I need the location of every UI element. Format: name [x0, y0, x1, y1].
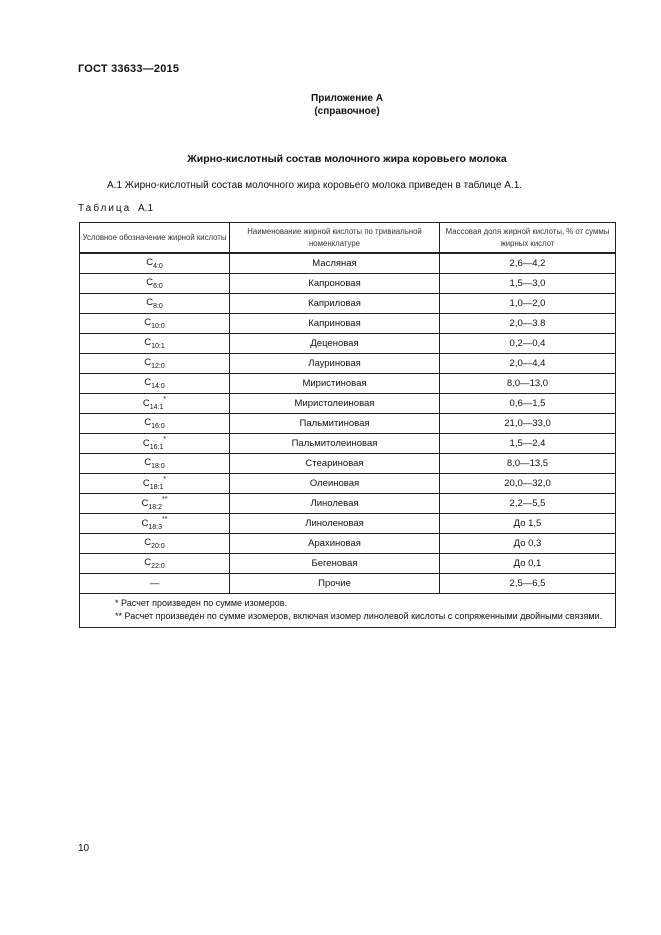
acid-designation	[80, 474, 230, 494]
table-row	[80, 554, 616, 574]
acid-trivial-name: Стеариновая	[230, 454, 440, 474]
designation-footnote-mark: **	[162, 496, 168, 503]
designation-base: C	[146, 297, 154, 308]
designation-subscript: 16:0	[151, 423, 165, 430]
acid-designation	[80, 354, 230, 374]
table-row	[80, 574, 616, 594]
acid-designation	[80, 434, 230, 454]
table-row	[80, 274, 616, 294]
acid-mass-fraction: 20,0—32,0	[440, 474, 616, 494]
acid-trivial-name: Масляная	[230, 253, 440, 274]
designation-subscript: 22:0	[151, 563, 165, 570]
acid-trivial-name: Миристолеиновая	[230, 394, 440, 414]
designation-base: C	[141, 518, 149, 529]
footnote-double-star: ** Расчет произведен по сумме изомеров, включая изомер линолевой кислоты с сопряженными двойными связями.	[115, 611, 603, 621]
table-footnotes-row	[80, 594, 616, 628]
designation-base: C	[144, 337, 152, 348]
annex-title: Приложение А	[311, 93, 383, 104]
acid-mass-fraction: 0,6—1,5	[440, 394, 616, 414]
table-label	[78, 203, 153, 214]
table-row	[80, 514, 616, 534]
designation-base: C	[144, 457, 152, 468]
designation-footnote-mark: *	[163, 436, 167, 443]
table-row	[80, 474, 616, 494]
table-label-number: А.1	[138, 203, 154, 214]
acid-mass-fraction: 21,0—33,0	[440, 414, 616, 434]
acid-mass-fraction: 2,0—3.8	[440, 314, 616, 334]
acid-trivial-name: Пальмитиновая	[230, 414, 440, 434]
acid-designation	[80, 374, 230, 394]
acid-mass-fraction: 1,0—2,0	[440, 294, 616, 314]
designation-base: C	[141, 498, 149, 509]
designation-subscript: 12:0	[151, 363, 165, 370]
designation-subscript: 14:0	[151, 383, 165, 390]
acid-designation	[80, 554, 230, 574]
designation-base: C	[144, 317, 152, 328]
acid-trivial-name: Прочие	[230, 574, 440, 594]
acid-mass-fraction: До 1,5	[440, 514, 616, 534]
designation-footnote-mark: *	[163, 476, 167, 483]
designation-base: C	[144, 557, 152, 568]
designation-footnote-mark: **	[162, 516, 168, 523]
header-designation: Условное обозначение жирной кислоты	[80, 223, 230, 254]
acid-mass-fraction: 2,0—4,4	[440, 354, 616, 374]
designation-subscript: 14:1	[149, 404, 164, 411]
table-row	[80, 534, 616, 554]
acid-mass-fraction: До 0,1	[440, 554, 616, 574]
acid-mass-fraction: 8,0—13,0	[440, 374, 616, 394]
table-row	[80, 294, 616, 314]
header-mass-fraction: Массовая доля жирной кислоты, % от суммы жирных кислот	[440, 223, 616, 254]
designation-base: C	[142, 478, 150, 489]
designation-base: C	[146, 257, 154, 268]
table-row	[80, 334, 616, 354]
acid-trivial-name: Бегеновая	[230, 554, 440, 574]
acid-trivial-name: Олеиновая	[230, 474, 440, 494]
designation-base: C	[144, 377, 152, 388]
acid-trivial-name: Каприловая	[230, 294, 440, 314]
designation-base: C	[142, 398, 150, 409]
designation-base: —	[149, 578, 160, 589]
document-code: ГОСТ 33633—2015	[78, 63, 180, 75]
acid-trivial-name: Лауриновая	[230, 354, 440, 374]
table-row	[80, 414, 616, 434]
designation-subscript: 10:1	[151, 343, 165, 350]
designation-footnote-mark: *	[163, 396, 167, 403]
designation-base: C	[142, 438, 150, 449]
table-row	[80, 354, 616, 374]
annex-heading	[0, 92, 661, 118]
table-body	[80, 253, 616, 594]
acid-trivial-name: Капроновая	[230, 274, 440, 294]
acid-designation	[80, 534, 230, 554]
designation-subscript: 10:0	[151, 323, 165, 330]
table-row	[80, 253, 616, 274]
acid-trivial-name: Каприновая	[230, 314, 440, 334]
footnote-single-star: * Расчет произведен по сумме изомеров.	[115, 598, 288, 608]
designation-subscript: 18:0	[151, 463, 165, 470]
header-trivial-name: Наименование жирной кислоты по тривиальной номенклатуре	[230, 223, 440, 254]
annex-subtitle: (справочное)	[314, 106, 380, 117]
acid-mass-fraction: 1,5—3,0	[440, 274, 616, 294]
acid-designation	[80, 494, 230, 514]
designation-subscript: 16:1	[149, 444, 164, 451]
acid-designation	[80, 574, 230, 594]
acid-trivial-name: Линоленовая	[230, 514, 440, 534]
designation-subscript: 18:1	[149, 484, 164, 491]
designation-subscript: 4:0	[153, 263, 163, 270]
designation-subscript: 18:3	[148, 524, 163, 531]
designation-subscript: 8:0	[153, 303, 163, 310]
designation-base: C	[144, 537, 152, 548]
acid-mass-fraction: 8,0—13,5	[440, 454, 616, 474]
designation-base: C	[144, 357, 152, 368]
designation-base: C	[146, 277, 154, 288]
designation-subscript: 18:2	[148, 504, 163, 511]
acid-designation	[80, 294, 230, 314]
acid-mass-fraction: 2,2—5,5	[440, 494, 616, 514]
acid-trivial-name: Линолевая	[230, 494, 440, 514]
acid-mass-fraction: 1,5—2,4	[440, 434, 616, 454]
footnotes	[80, 594, 616, 628]
acid-mass-fraction: 0,2—0,4	[440, 334, 616, 354]
section-title: Жирно-кислотный состав молочного жира коровьего молока	[187, 153, 507, 165]
table-row	[80, 314, 616, 334]
acid-designation	[80, 514, 230, 534]
designation-base: C	[144, 417, 152, 428]
acid-designation	[80, 274, 230, 294]
page-number: 10	[78, 843, 90, 854]
table-row	[80, 374, 616, 394]
acid-mass-fraction: До 0,3	[440, 534, 616, 554]
acid-mass-fraction: 2,6—4,2	[440, 253, 616, 274]
acid-designation	[80, 253, 230, 274]
acid-designation	[80, 334, 230, 354]
table-row	[80, 494, 616, 514]
table-row	[80, 434, 616, 454]
table-row	[80, 454, 616, 474]
table-header-row	[80, 223, 616, 254]
intro-paragraph: А.1 Жирно-кислотный состав молочного жира коровьего молока приведен в таблице А.1.	[107, 180, 523, 191]
acid-trivial-name: Деценовая	[230, 334, 440, 354]
acid-designation	[80, 314, 230, 334]
acid-mass-fraction: 2,5—6,5	[440, 574, 616, 594]
acid-designation	[80, 414, 230, 434]
acid-designation	[80, 454, 230, 474]
acid-designation	[80, 394, 230, 414]
table-label-word: Таблица	[78, 203, 132, 214]
designation-subscript: 6:0	[153, 283, 163, 290]
acid-trivial-name: Пальмитолеиновая	[230, 434, 440, 454]
acid-trivial-name: Арахиновая	[230, 534, 440, 554]
designation-subscript: 20:0	[151, 543, 165, 550]
fatty-acid-table	[79, 222, 616, 628]
table-row	[80, 394, 616, 414]
acid-trivial-name: Миристиновая	[230, 374, 440, 394]
